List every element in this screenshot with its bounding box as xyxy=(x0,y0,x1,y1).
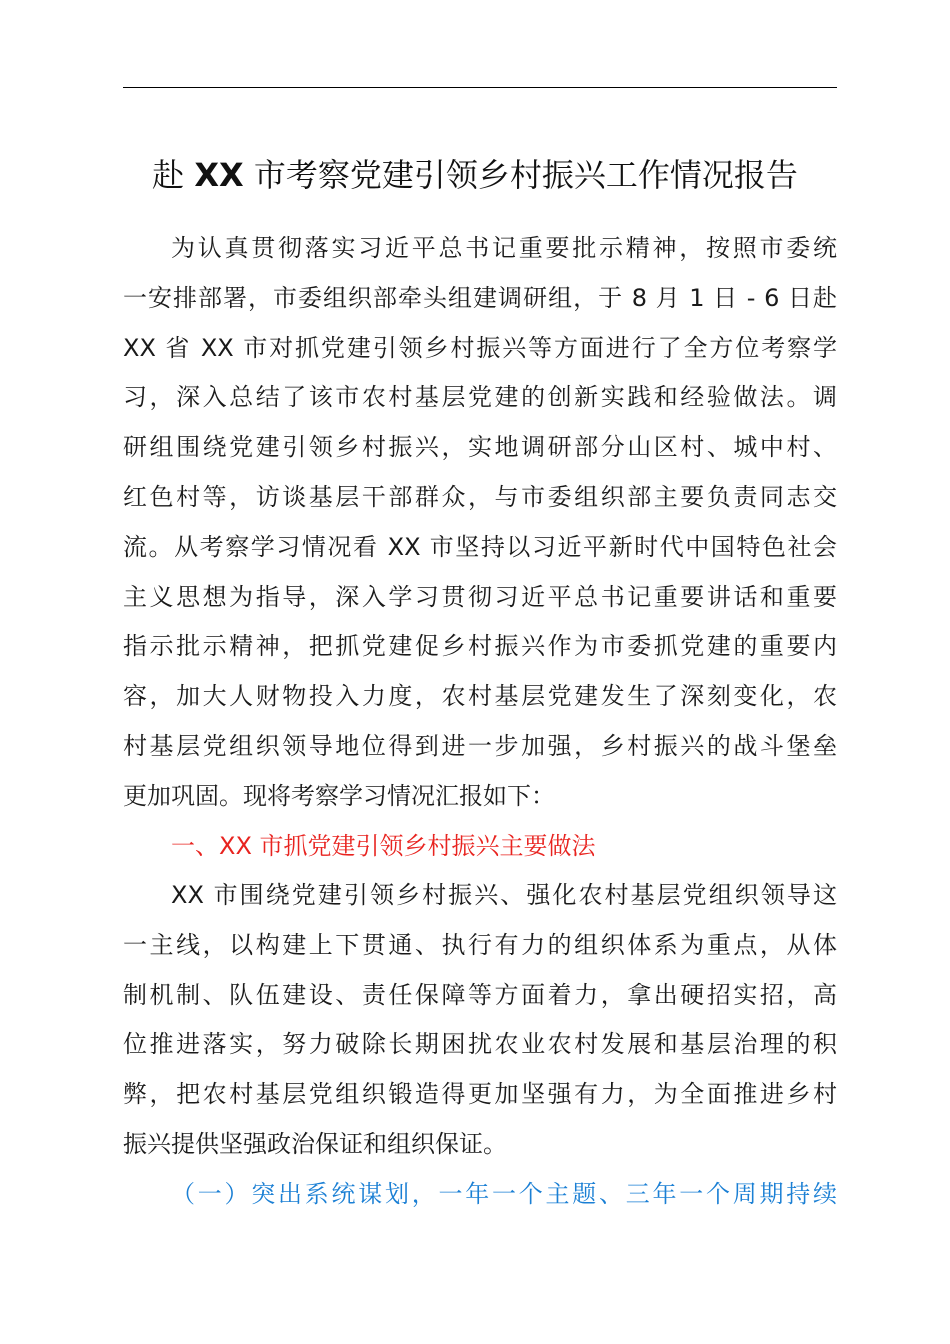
paragraph-line: XX 市围绕党建引领乡村振兴、强化农村基层党组织领导这 xyxy=(171,881,837,909)
paragraph-line: XX 省 XX 市对抓党建引领乡村振兴等方面进行了全方位考察学 xyxy=(123,333,837,362)
section-1-paragraph xyxy=(123,871,837,1170)
paragraph-line: 红色村等，访谈基层干部群众，与市委组织部主要负责同志交 xyxy=(123,482,837,511)
paragraph-line: 习，深入总结了该市农村基层党建的创新实践和经验做法。调 xyxy=(123,383,837,412)
paragraph-line: 振兴提供坚强政治保证和组织保证。 xyxy=(123,1129,507,1158)
title-xx: XX xyxy=(194,156,244,194)
paragraph-line: 研组围绕党建引领乡村振兴，实地调研部分山区村、城中村、 xyxy=(123,433,837,462)
paragraph-line: 弊，把农村基层党组织锻造得更加坚强有力，为全面推进乡村 xyxy=(123,1080,837,1109)
paragraph-line: 制机制、队伍建设、责任保障等方面着力，拿出硬招实招，高 xyxy=(123,980,837,1009)
document-title xyxy=(0,150,950,200)
paragraph-line: 容，加大人财物投入力度，农村基层党建发生了深刻变化，农 xyxy=(123,682,837,711)
paragraph-line: 流。从考察学习情况看 XX 市坚持以习近平新时代中国特色社会 xyxy=(123,532,837,561)
title-suffix: 市考察党建引领乡村振兴工作情况报告 xyxy=(243,156,798,194)
section-1-heading: 一、XX 市抓党建引领乡村振兴主要做法 xyxy=(171,832,596,860)
subsection-1-heading: （一）突出系统谋划，一年一个主题、三年一个周期持续 xyxy=(171,1180,837,1208)
header-rule xyxy=(123,87,837,88)
paragraph-line: 村基层党组织领导地位得到进一步加强，乡村振兴的战斗堡垒 xyxy=(123,731,837,760)
paragraph-line: 指示批示精神，把抓党建促乡村振兴作为市委抓党建的重要内 xyxy=(123,632,837,661)
paragraph-line: 位推进落实，努力破除长期困扰农业农村发展和基层治理的积 xyxy=(123,1030,837,1059)
paragraph-line: 一安排部署，市委组织部牵头组建调研组，于 8 月 1 日 - 6 日赴 xyxy=(123,283,837,312)
title-prefix: 赴 xyxy=(152,156,195,194)
paragraph-line: 更加巩固。现将考察学习情况汇报如下： xyxy=(123,781,555,810)
paragraph-line: 为认真贯彻落实习近平总书记重要批示精神，按照市委统 xyxy=(171,234,837,262)
intro-paragraph xyxy=(123,224,837,822)
paragraph-line: 主义思想为指导，深入学习贯彻习近平总书记重要讲话和重要 xyxy=(123,582,837,611)
paragraph-line: 一主线，以构建上下贯通、执行有力的组织体系为重点，从体 xyxy=(123,930,837,959)
